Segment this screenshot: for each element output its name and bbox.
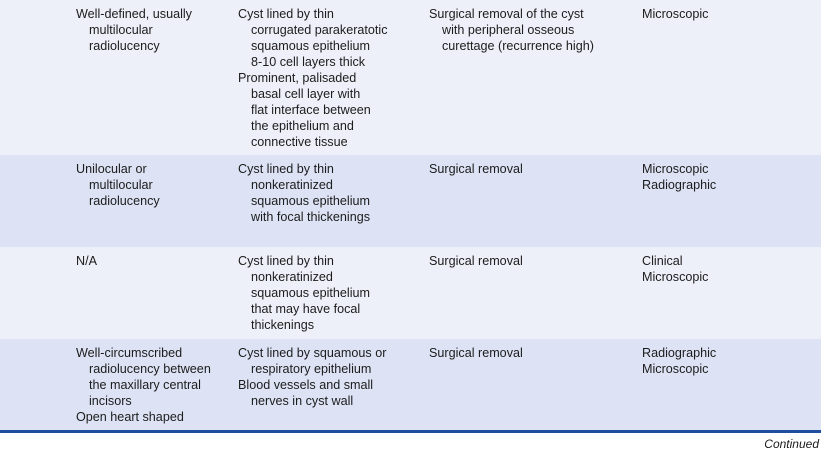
continued-label: Continued (764, 437, 819, 450)
histology-cell (238, 345, 423, 409)
cell-entry: Microscopic (642, 7, 709, 21)
table-bottom-rule (0, 430, 821, 433)
cell-line: Prominent, palisaded basal cell layer with flat interface between the epithelium and connective tissue (238, 71, 371, 149)
table-row (0, 339, 821, 430)
cell-line: Cyst lined by thin nonkeratinized squamous epithelium that may have focal thickenings (238, 254, 371, 332)
cell-entry: Microscopic (642, 362, 709, 376)
cell-entry: Surgical removal (429, 162, 523, 176)
table-row (0, 0, 821, 155)
treatment-cell (429, 345, 634, 361)
treatment-cell (429, 6, 634, 54)
cell-line: Cyst lined by thin corrugated parakeratotic squamous epithelium 8-10 cell layers thick (238, 7, 388, 69)
cell-entry: Surgical removal (429, 346, 523, 360)
radiographic-cell (76, 345, 232, 425)
cell-entry: Microscopic (642, 162, 709, 176)
histology-cell (238, 161, 423, 225)
treatment-cell (429, 253, 634, 269)
diagnosis-cell (642, 345, 812, 377)
cell-entry: Clinical (642, 254, 683, 268)
cell-line: Cyst lined by thin nonkeratinized squamous epithelium with focal thickenings (238, 162, 371, 224)
treatment-cell (429, 161, 634, 177)
diagnosis-cell (642, 253, 812, 285)
radiographic-cell (76, 253, 232, 269)
cell-line: Cyst lined by squamous or respiratory epithelium (238, 346, 387, 376)
radiographic-cell (76, 6, 232, 54)
cell-entry: Microscopic (642, 270, 709, 284)
cell-line: Well-circumscribed radiolucency between the maxillary central incisors (76, 346, 211, 408)
cell-entry: Open heart shaped (76, 410, 184, 424)
table-row (0, 247, 821, 339)
table-row (0, 155, 821, 247)
histology-cell (238, 6, 423, 150)
cell-line: Unilocular or multilocular radiolucency (76, 162, 160, 208)
cell-entry: Radiographic (642, 178, 717, 192)
diagnosis-cell (642, 6, 812, 22)
radiographic-cell (76, 161, 232, 209)
cell-entry: N/A (76, 254, 97, 268)
histology-cell (238, 253, 423, 333)
cell-line: Surgical removal of the cyst with peripheral osseous curettage (recurrence high) (429, 7, 594, 53)
cell-entry: Surgical removal (429, 254, 523, 268)
cell-line: Well-defined, usually multilocular radiolucency (76, 7, 192, 53)
cell-line: Blood vessels and small nerves in cyst wall (238, 378, 374, 408)
diagnosis-cell (642, 161, 812, 193)
cell-entry: Radiographic (642, 346, 717, 360)
